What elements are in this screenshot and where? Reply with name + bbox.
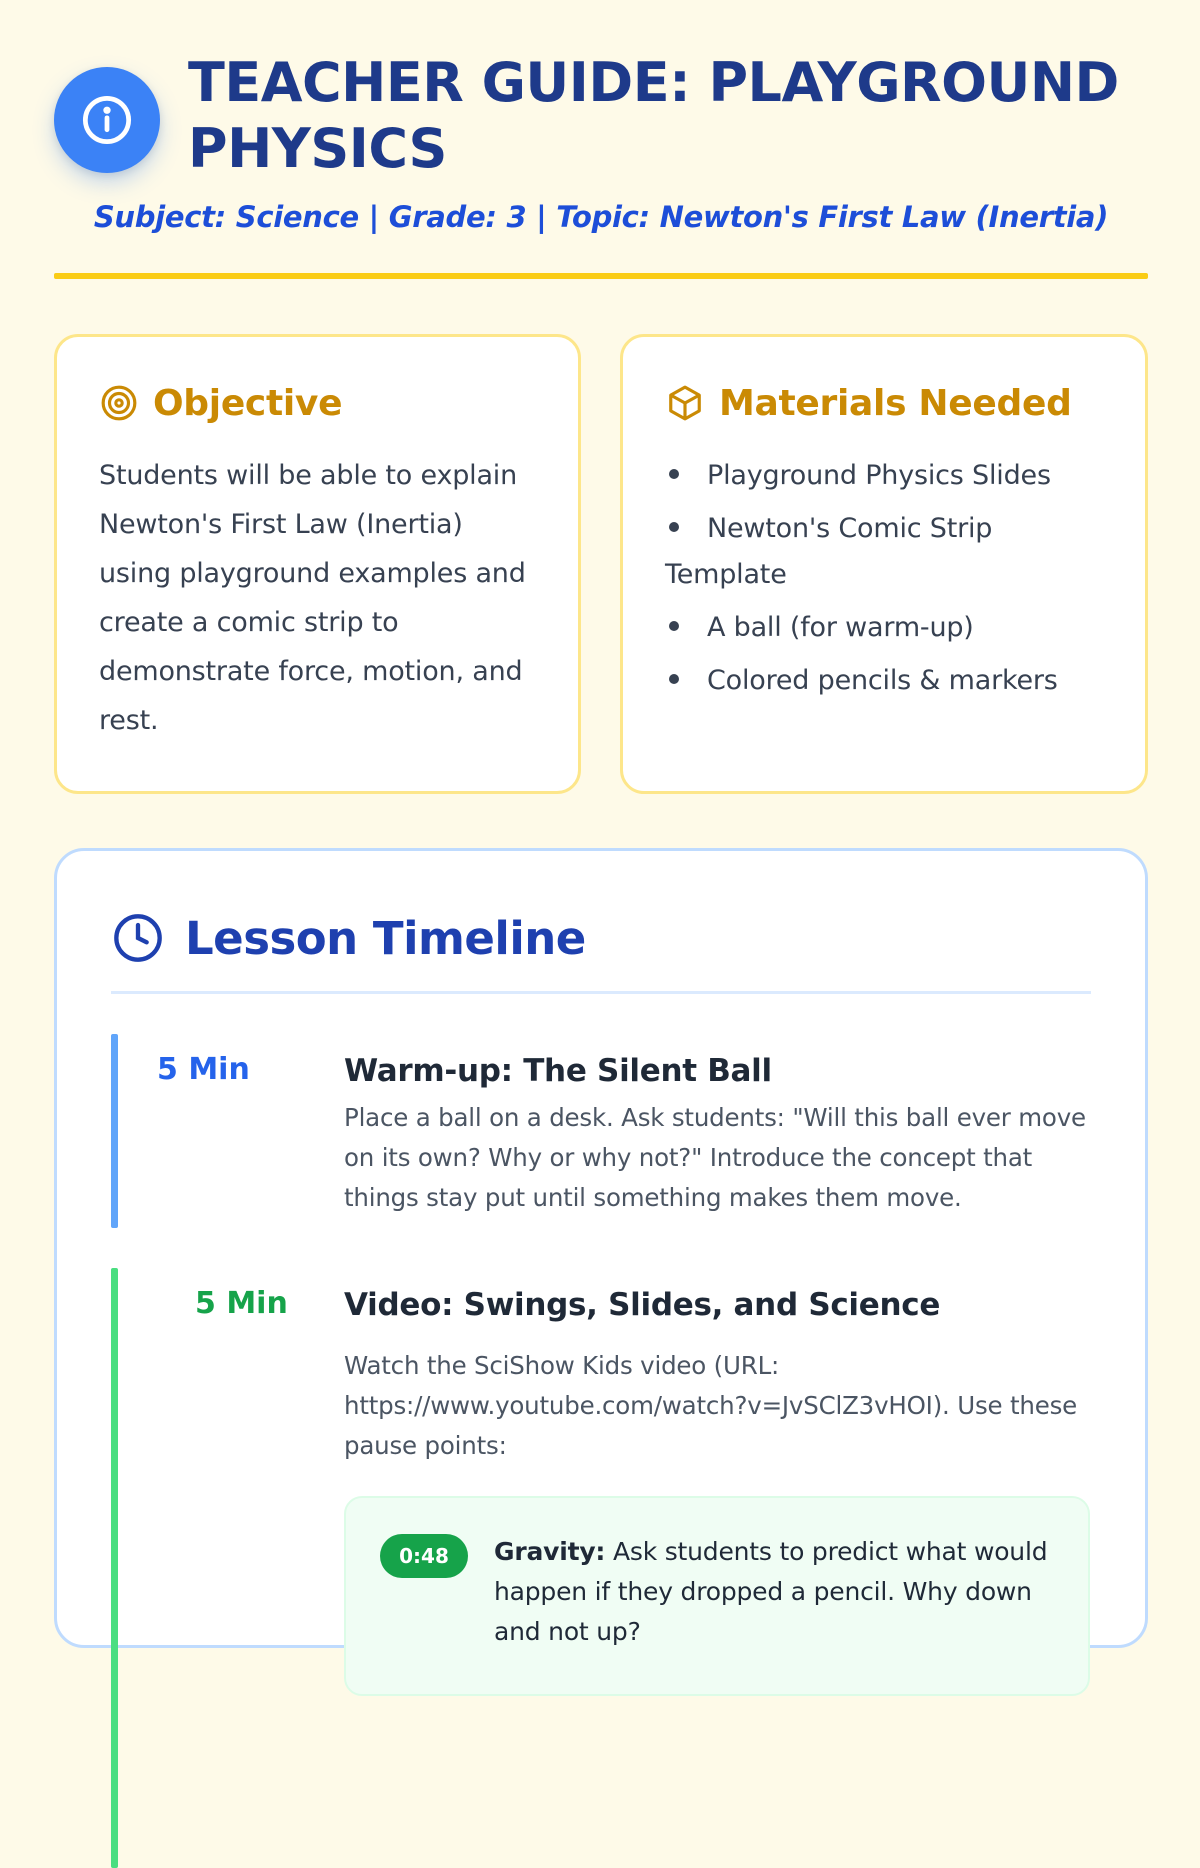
clock-icon [111,911,165,965]
timeline-step [111,1268,1091,1868]
list-item-text: Playground Physics Slides [707,460,1051,491]
step-accent-bar [111,1034,118,1228]
info-icon [81,94,133,146]
step-title: Video: Swings, Slides, and Science [344,1287,941,1323]
bullet [669,522,679,532]
step-duration: 5 Min [195,1286,288,1321]
objective-card [54,334,581,794]
list-item [665,658,1103,704]
pause-point-text [494,1532,1058,1652]
list-item [665,453,1103,499]
page-title: TEACHER GUIDE: PLAYGROUND PHYSICS [188,51,1119,180]
step-title: Warm-up: The Silent Ball [344,1053,772,1089]
pause-point-label: Gravity: [494,1537,606,1566]
step-accent-bar [111,1268,118,1868]
objective-heading: Objective [153,382,343,424]
objective-text: Students will be able to explain Newton's First Law (Inertia) using playground examples and create a comic strip to demonstrate force, motion, and rest. [99,460,526,736]
materials-card [620,334,1148,794]
timeline-step [111,1034,1091,1228]
bullet [669,469,679,479]
materials-list [665,453,1103,704]
list-item [665,605,1103,651]
header-divider [54,273,1148,279]
timeline-heading-row [111,903,1091,973]
page-subtitle: Subject: Science | Grade: 3 | Topic: Newton's First Law (Inertia) [93,200,1109,234]
bullet [669,674,679,684]
objective-heading-row [99,377,536,429]
box-icon [665,383,705,423]
materials-heading: Materials Needed [719,382,1072,424]
step-description: Place a ball on a desk. Ask students: "Will this ball ever move on its own? Why or why not?" Introduce the concept that things stay put until something makes them move. [344,1103,1086,1212]
step-body [344,1268,1091,1696]
timeline-heading: Lesson Timeline [185,911,586,965]
pause-point [344,1496,1090,1696]
step-body [344,1034,1091,1218]
list-item-text: Newton's Comic Strip Template [665,513,993,590]
step-description: Watch the SciShow Kids video (URL: https://www.youtube.com/watch?v=JvSClZ3vHOI). Use these pause points: [344,1351,1078,1460]
lesson-timeline-card [54,848,1148,1648]
timeline-divider [111,991,1091,994]
list-item-text: Colored pencils & markers [707,665,1058,696]
target-icon [99,383,139,423]
info-badge [54,67,160,173]
list-item-text: A ball (for warm-up) [707,612,974,643]
pause-time-badge: 0:48 [380,1534,468,1578]
list-item [665,506,1103,598]
step-duration: 5 Min [157,1052,250,1087]
materials-heading-row [665,377,1103,429]
bullet [669,621,679,631]
pause-point-description: Ask students to predict what would happen if they dropped a pencil. Why down and not up? [494,1537,1048,1646]
